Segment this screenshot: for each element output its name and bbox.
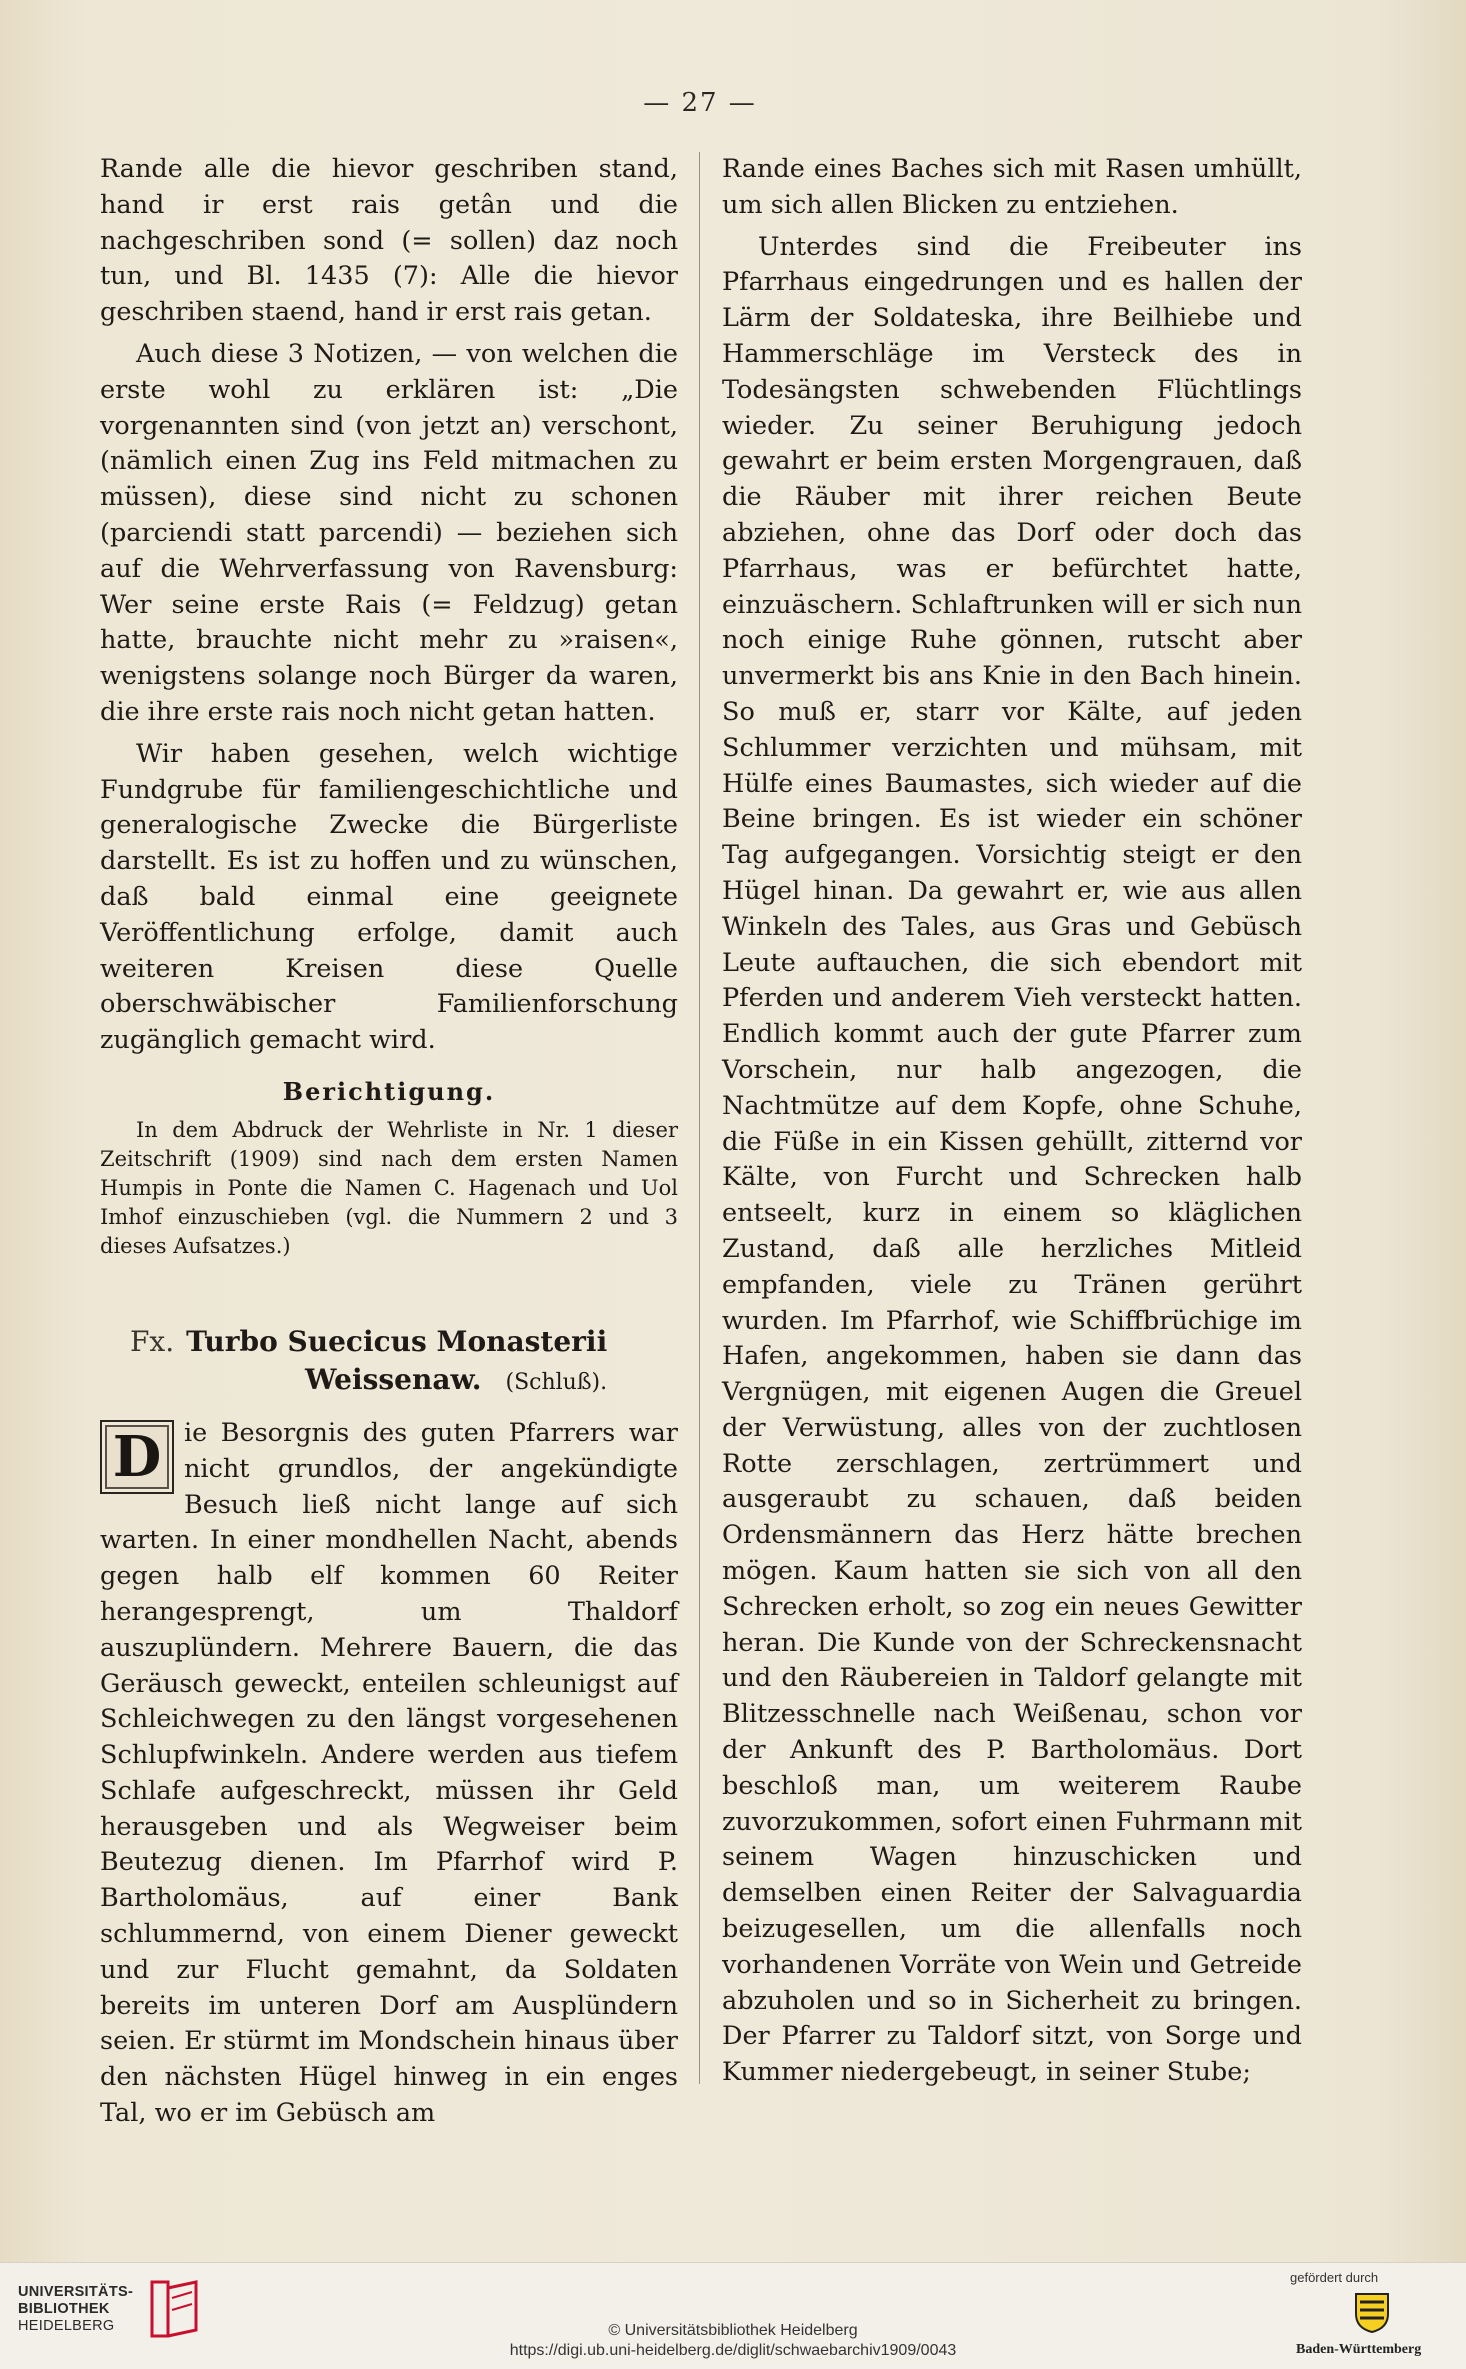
article-body (100, 1416, 678, 2132)
paragraph: ie Besorgnis des guten Pfarrers war nicht grundlos, der angekündigte Besuch ließ nicht lange auf sich warten. In einer mondhellen Nacht, abends gegen halb elf kommen 60 Reiter herangesprengt, um Thaldorf auszuplündern. Mehrere Bauern, die das Geräusch geweckt, enteilen schleunigst auf Schleichwegen zu den längst vorgesehenen Schlupfwinkeln. Andere werden aus tiefem Schlafe aufgeschreckt, müssen ihr Geld herausgeben und als Wegweiser beim Beutezug dienen. Im Pfarrhof wird P. Bartholomäus, auf einer Bank schlummernd, von einem Diener geweckt und zur Flucht gemahnt, da Soldaten bereits im unteren Dorf am Ausplündern seien. Er stürmt im Mondschein hinaus über den nächsten Hügel hinweg in ein enges Tal, wo er im Gebüsch am (100, 1417, 678, 2129)
source-url-link[interactable]: https://digi.ub.uni-heidelberg.de/diglit/schwaebarchiv1909/0043 (509, 2342, 957, 2359)
article-prefix: Fx. (130, 1324, 175, 1358)
paragraph: Rande eines Baches sich mit Rasen umhüllt, um sich allen Blicken zu entziehen. (722, 154, 1302, 220)
paragraph: Rande alle die hievor geschriben stand, hand ir erst rais getân und die nachgeschriben sond (= sollen) daz noch tun, und Bl. 1435 (7): Alle die hievor geschriben staend, hand ir erst rais getan. (100, 154, 678, 328)
copyright-text: © Universitätsbibliothek Heidelberg (608, 2322, 858, 2339)
correction-text: In dem Abdruck der Wehrliste in Nr. 1 dieser Zeitschrift (1909) sind nach dem ersten Namen Humpis in Ponte die Namen C. Hagenach und Uol Imhof einzuschieben (vgl. die Nummern 2 und 3 dieses Aufsatzes.) (100, 1117, 678, 1258)
library-name-line3: HEIDELBERG (18, 2318, 115, 2334)
library-name-line2: BIBLIOTHEK (18, 2301, 110, 2317)
article-suffix: (Schluß). (505, 1369, 608, 1395)
coat-of-arms-icon (1352, 2290, 1392, 2334)
sponsor-label: gefördert durch (1290, 2270, 1379, 2285)
left-column (100, 152, 678, 2132)
right-column (722, 152, 1302, 2091)
article-title-line2: Weissenaw. (305, 1362, 482, 1396)
correction-heading: Berichtigung. (282, 1076, 496, 1106)
article-title-line1: Turbo Suecicus Monasterii (186, 1324, 608, 1358)
paragraph: Unterdes sind die Freibeuter ins Pfarrhaus eingedrungen und es hallen der Lärm der Soldateska, ihre Beilhiebe und Hammerschläge im Versteck des in Todesängsten schwebenden Flüchtlings wieder. Zu seiner Beruhigung jedoch gewahrt er beim ersten Morgengrauen, daß die Räuber mit ihrer reichen Beute abziehen, ohne das Dorf oder doch das Pfarrhaus, was er befürchtet hatte, einzuäschern. Schlaftrunken will er sich nun noch einige Ruhe gönnen, rutscht aber unvermerkt bis ans Knie in den Bach hinein. So muß er, starr vor Kälte, auf jeden Schlummer verzichten und mühsam, mit Hülfe eines Baumastes, sich wieder auf die Beine bringen. Es ist wieder ein schöner Tag aufgegangen. Vorsichtig steigt er den Hügel hinan. Da gewahrt er, wie aus allen Winkeln des Tales, aus Gras und Gebüsch Leute auftauchen, die sich ebendort mit Pferden und anderem Vieh versteckt hatten. Endlich kommt auch der gute Pfarrer zum Vorschein, nur halb angezogen, die Nachtmütze auf dem Kopfe, ohne Schuhe, die Füße in ein Kissen gehüllt, zitternd vor Kälte, von Furcht und Schrecken halb entseelt, kurz in einem so kläglichen Zustand, daß alle herzliches Mitleid empfanden, viele zu Tränen gerührt wurden. Im Pfarrhof, wie Schiffbrüchige im Hafen, angekommen, haben sie dann das Vergnügen, mit eigenen Augen die Greuel der Verwüstung, alles von der zuchtlosen Rotte zerschlagen, zertrümmert und ausgeraubt zu schauen, daß beiden Ordensmännern das Herz hätte brechen mögen. Kaum hatten sie sich von all den Schrecken erholt, so zog ein neues Gewitter heran. Die Kunde von der Schreckensnacht und den Räubereien in Taldorf gelangte mit Blitzesschnelle nach Weißenau, schon vor der Ankunft des P. Bartholomäus. Dort beschloß man, um weiterem Raube zuvorzukommen, sofort einen Fuhrmann mit seinem Wagen hinzuschicken und demselben einen Reiter der Salvaguardia beizugesellen, um die allenfalls noch vorhandenen Vorräte von Wein und Getreide abzuholen und so in Sicherheit zu bringen. Der Pfarrer zu Taldorf sitzt, von Sorge und Kummer niedergebeugt, in seiner Stube; (722, 231, 1302, 2088)
paragraph: Auch diese 3 Notizen, — von welchen die erste wohl zu erklären ist: „Die vorgenannten sind (von jetzt an) verschont, (nämlich einen Zug ins Feld mitmachen zu müssen), diese sind nicht zu schonen (parciendi statt parcendi) — beziehen sich auf die Wehrverfassung von Ravensburg: Wer seine erste Rais (= Feldzug) getan hatte, brauchte nicht mehr zu »raisen«, wenigstens solange noch Bürger da waren, die ihre erste rais noch nicht getan hatten. (100, 338, 678, 727)
column-divider (699, 152, 700, 2084)
article-title (100, 1323, 678, 1402)
page-number: — 27 — (643, 88, 757, 118)
drop-cap: D (100, 1420, 174, 1494)
footer-copyright (0, 2321, 1466, 2361)
library-name-line1: UNIVERSITÄTS- (18, 2284, 134, 2300)
paragraph: Wir haben gesehen, welch wichtige Fundgrube für familiengeschichtliche und generalogische Zwecke die Bürgerliste darstellt. Es ist zu hoffen und zu wünschen, daß bald einmal eine geeignete Veröffentlichung erfolge, damit auch weiteren Kreisen diese Quelle oberschwäbischer Familienforschung zugänglich gemacht wird. (100, 738, 678, 1056)
sponsor-name: Baden-Württemberg (1296, 2342, 1422, 2357)
